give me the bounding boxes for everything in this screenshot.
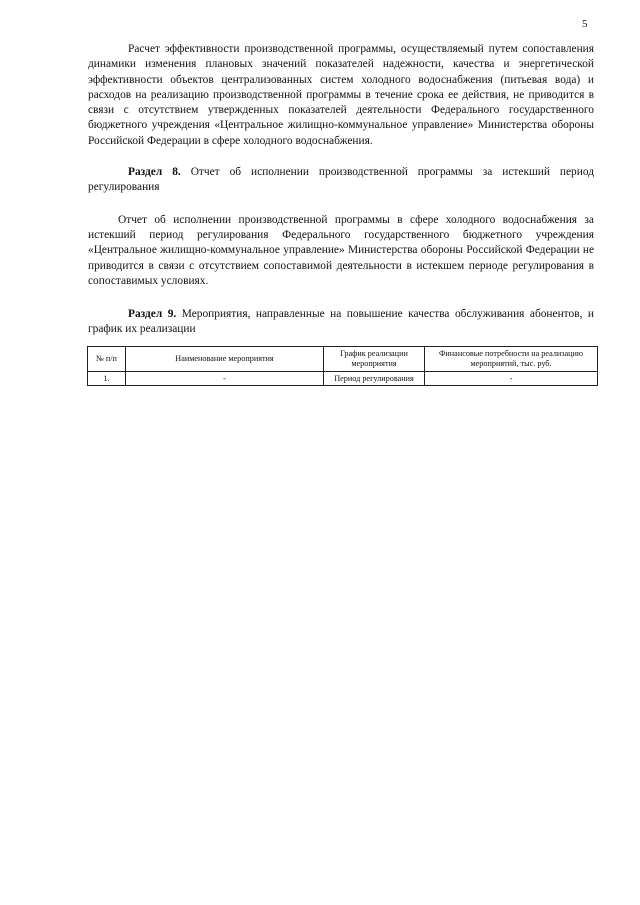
section-8-heading [88, 165, 594, 196]
efficiency-paragraph: Расчет эффективности производственной программы, осуществляемый путем сопоставления динамики изменения плановых значений показателей надежности, качества и энергетической эффективности объектов централизованных систем холодного водоснабжения (питьевая вода) и расходов на реализацию производственной программы в течение срока ее действия, не приводится в связи с отсутствием утвержденных показателей деятельности Федерального государственного бюджетного учреждения «Центральное жилищно-коммунальное управление» Министерства обороны Российской Федерации в сфере холодного водоснабжения. [88, 43, 594, 147]
header-schedule: График реализации мероприятия [324, 347, 425, 372]
row-finance: - [425, 372, 598, 386]
table-row [88, 372, 598, 386]
section-8-label: Раздел 8. [128, 166, 181, 179]
page-number: 5 [582, 18, 588, 30]
document-body [88, 42, 594, 338]
section-9-title: Мероприятия, направленные на повышение качества обслуживания абонентов, и график их реализации [88, 308, 595, 336]
section-8-title: Отчет об исполнении производственной программы за истекший период регулирования [88, 166, 594, 194]
header-num: № п/п [88, 347, 126, 372]
table-header-row [88, 347, 598, 372]
row-schedule: Период регулирования [324, 372, 425, 386]
section-8-body: Отчет об исполнении производственной программы в сфере холодного водоснабжения за истекший период регулирования Федерального государственного бюджетного учреждения «Центральное жилищно-коммунальное управление» Министерства обороны Российской Федерации не приводится в связи с отсутствием сопоставимой деятельности в истекшем периоде регулирования в сопоставимых условиях. [88, 213, 594, 287]
measures-table [87, 346, 598, 386]
row-num: 1. [88, 372, 126, 386]
header-name: Наименование мероприятия [126, 347, 324, 372]
row-name: - [126, 372, 324, 386]
section-9-heading [88, 307, 594, 338]
section-9-label: Раздел 9. [128, 308, 177, 321]
header-finance: Финансовые потребности на реализацию мероприятий, тыс. руб. [425, 347, 598, 372]
